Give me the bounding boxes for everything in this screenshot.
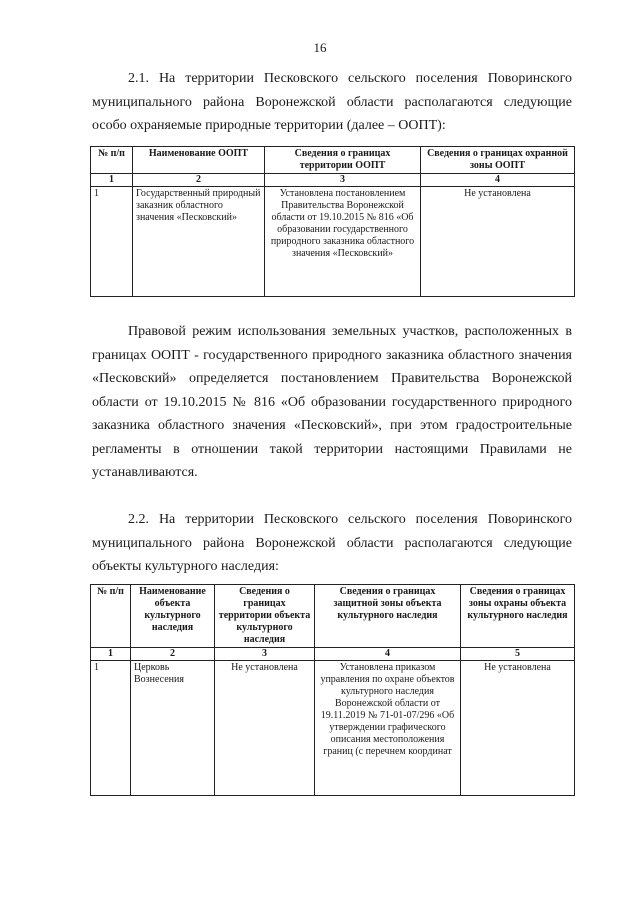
heritage-col-number: 4 [315,648,461,661]
heritage-row-territory: Не установлена [215,661,315,796]
section-2-2-body: 2.2. На территории Песковского сельского поселения Поворинского муниципального района Воронежской области располагаются следующие объекты культурного наследия: [92,512,572,574]
legal-regime-body: Правовой режим использования земельных участков, расположенных в границах ООПТ - государственного природного заказника областного значения «Песковский» определяется постановлением Правительства Воронежской области от 19.10.2015 № 816 «Об образовании государственного природного заказника областного значения «Песковский», при этом градостроительные регламенты в отношении такой территории настоящими Правилами не устанавливаются. [92,324,572,480]
oopt-col-number: 4 [421,174,575,187]
oopt-col-number: 3 [265,174,421,187]
oopt-col-number: 1 [91,174,133,187]
page-number: 16 [313,40,327,55]
heritage-row-protective-zone: Установлена приказом управления по охране объектов культурного наследия Воронежской области от 19.11.2019 № 71-01-07/296 «Об утверждении графического описания местоположения границ (с перечнем координат [315,661,461,796]
heritage-header-num: № п/п [91,585,131,648]
legal-regime-paragraph [92,320,572,485]
section-2-2-text [92,508,572,579]
heritage-row-name: Церковь Вознесения [131,661,215,796]
heritage-table [90,584,575,796]
table-row [91,187,575,297]
heritage-col-number: 5 [461,648,575,661]
oopt-table [90,146,575,297]
oopt-col-number: 2 [133,174,265,187]
oopt-header-protection-zone: Сведения о границах охранной зоны ООПТ [421,147,575,174]
oopt-table-column-numbers [91,174,575,187]
heritage-row-protection-zone: Не установлена [461,661,575,796]
oopt-row-num: 1 [91,187,133,297]
heritage-table-header [91,585,575,648]
heritage-header-territory: Сведения о границах территории объекта культурного наследия [215,585,315,648]
oopt-header-name: Наименование ООПТ [133,147,265,174]
heritage-table-column-numbers [91,648,575,661]
section-2-1-text [92,67,572,138]
heritage-col-number: 2 [131,648,215,661]
heritage-row-num: 1 [91,661,131,796]
section-2-1-body: 2.1. На территории Песковского сельского поселения Поворинского муниципального района Воронежской области располагаются следующие особо охраняемые природные территории (далее – ООПТ): [92,71,572,133]
table-row [91,661,575,796]
heritage-col-number: 1 [91,648,131,661]
heritage-header-protection-zone: Сведения о границах зоны охраны объекта культурного наследия [461,585,575,648]
heritage-col-number: 3 [215,648,315,661]
oopt-table-header [91,147,575,174]
oopt-row-name: Государственный природный заказник областного значения «Песковский» [133,187,265,297]
heritage-header-protective-zone: Сведения о границах защитной зоны объекта культурного наследия [315,585,461,648]
oopt-header-territory: Сведения о границах территории ООПТ [265,147,421,174]
oopt-row-territory: Установлена постановлением Правительства Воронежской области от 19.10.2015 № 816 «Об образовании государственного природного заказника областного значения «Песковский» [265,187,421,297]
heritage-header-name: Наименование объекта культурного наследия [131,585,215,648]
oopt-row-protection-zone: Не установлена [421,187,575,297]
oopt-header-num: № п/п [91,147,133,174]
